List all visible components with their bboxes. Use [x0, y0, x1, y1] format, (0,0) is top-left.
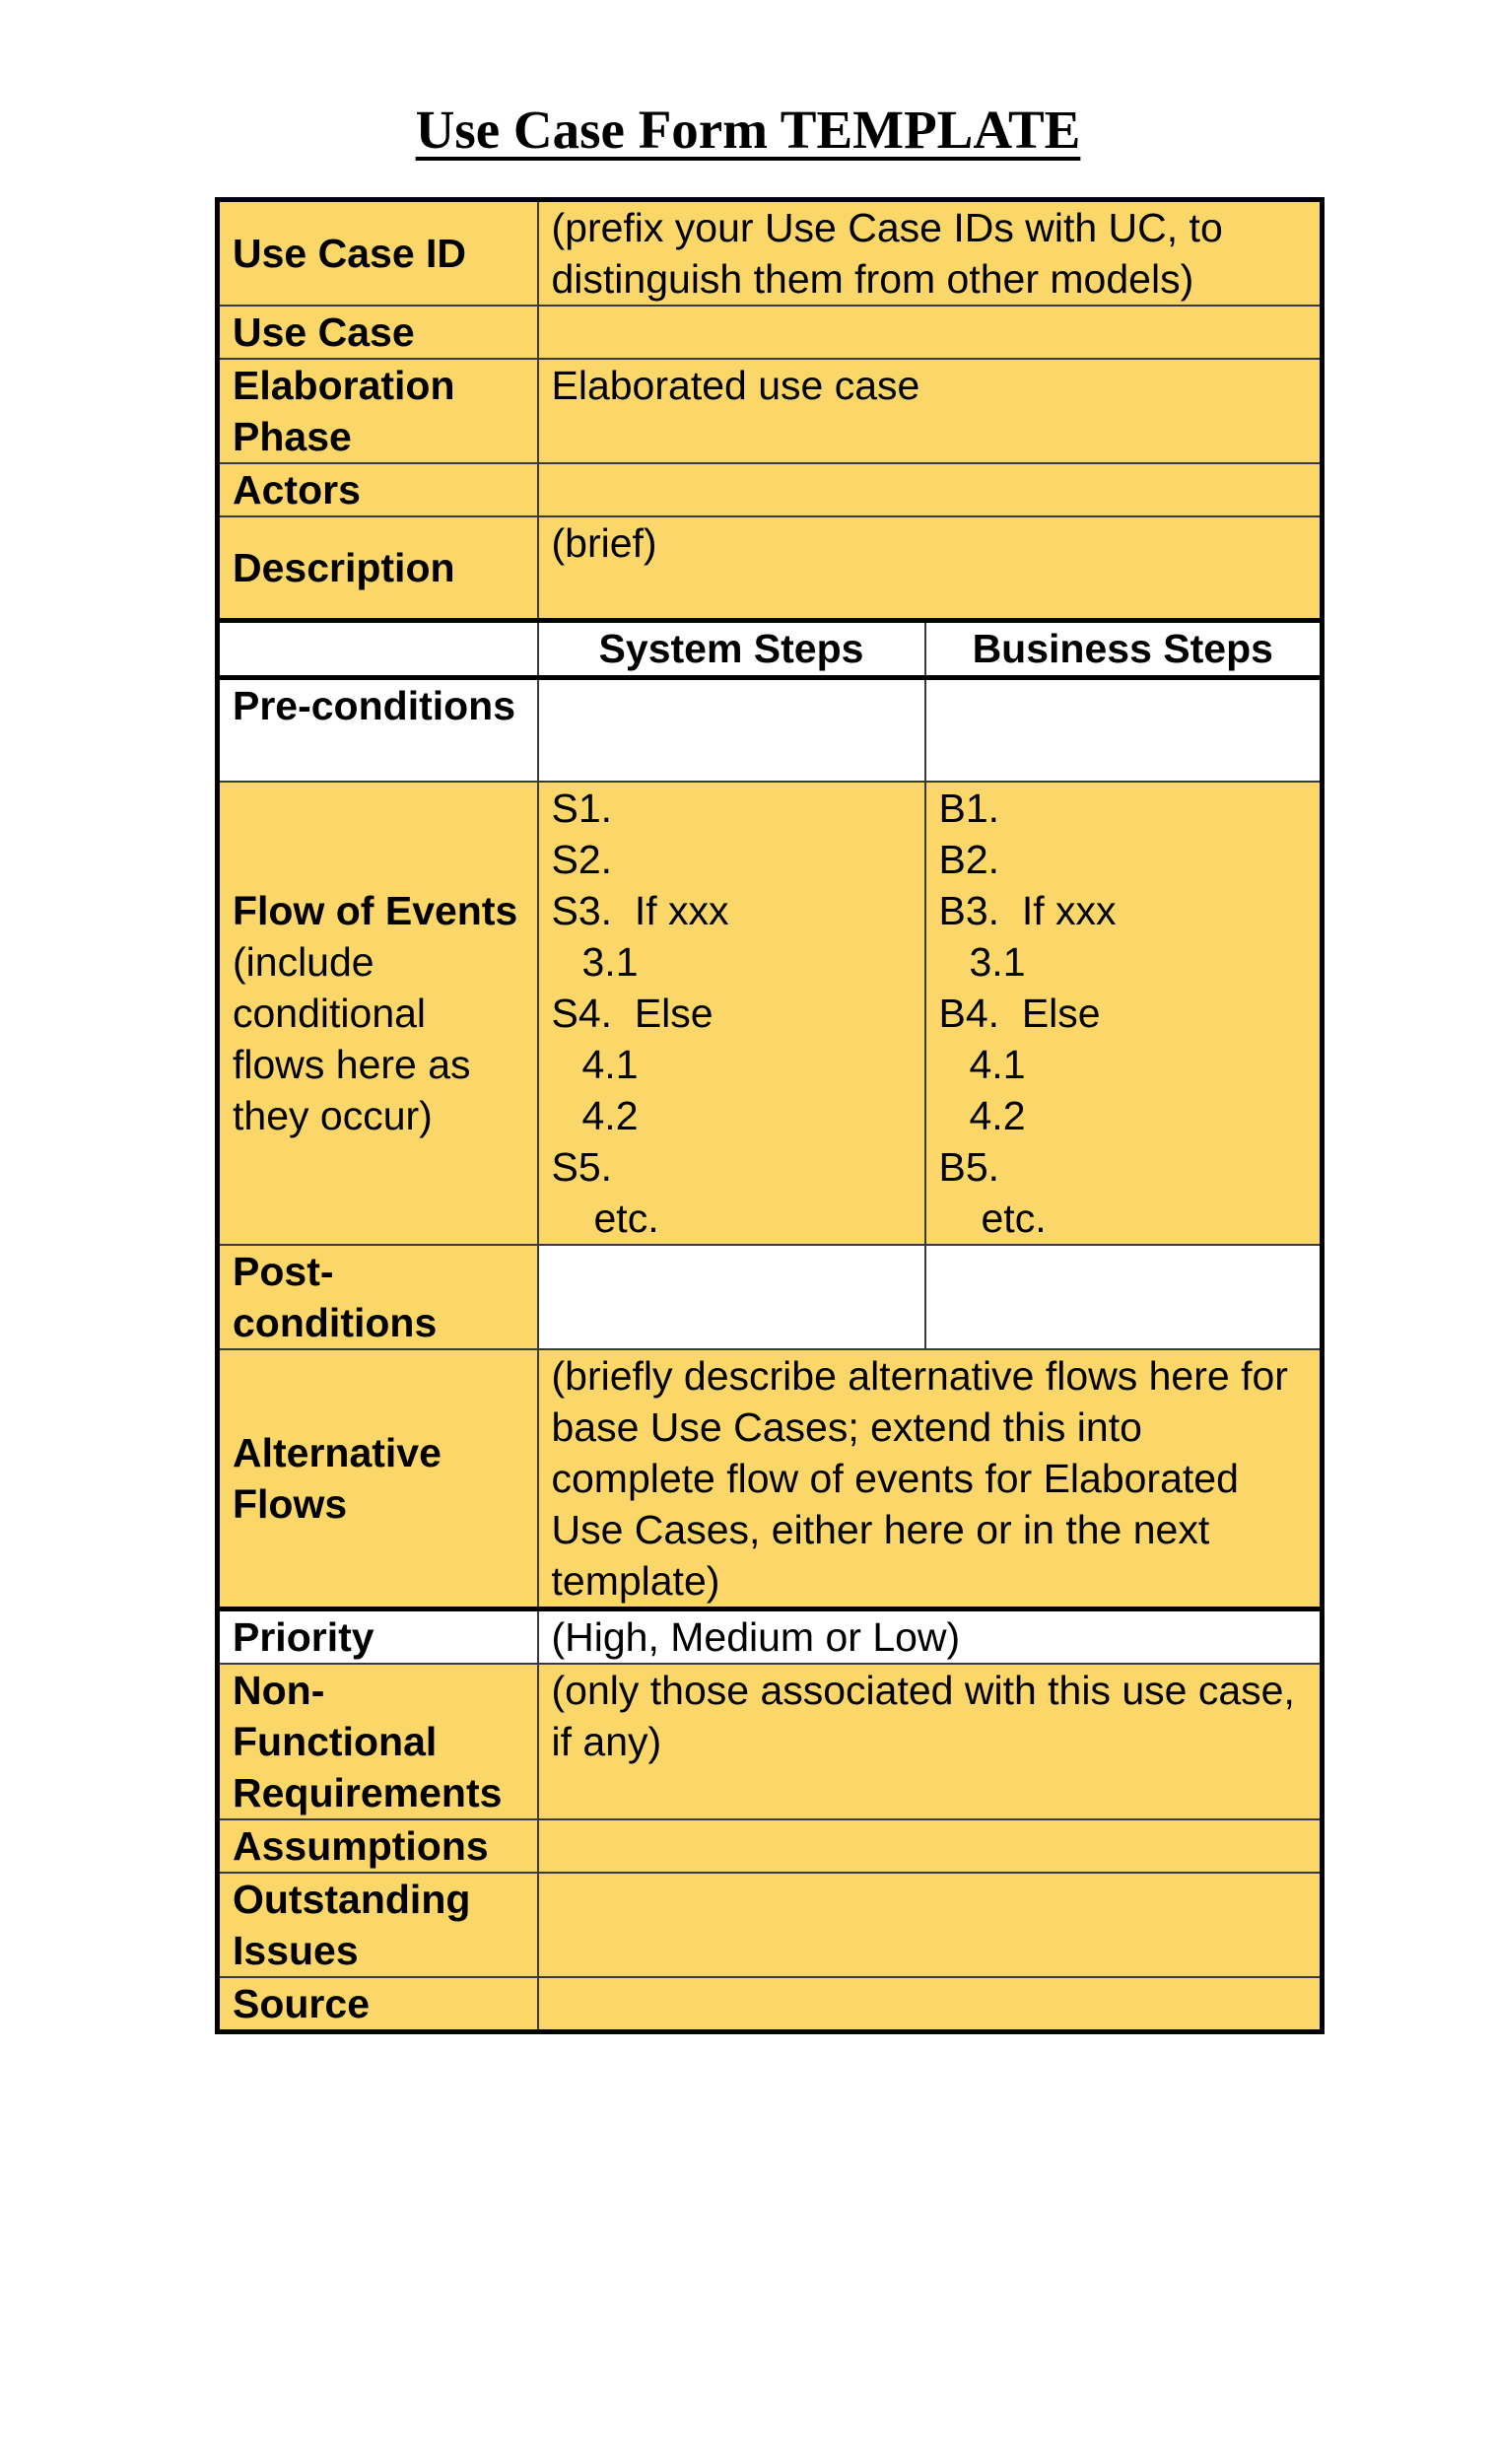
- flow-of-events-note: (include conditional flows here as they occur): [233, 939, 471, 1138]
- actors-label: Actors: [218, 463, 538, 516]
- system-step: S4. Else: [551, 991, 714, 1036]
- row-use-case: [218, 306, 1323, 359]
- assumptions-value[interactable]: [538, 1819, 1323, 1873]
- row-priority: [218, 1609, 1323, 1665]
- elaboration-phase-value[interactable]: Elaborated use case: [538, 359, 1323, 463]
- row-use-case-id: [218, 200, 1323, 307]
- outstanding-issues-value[interactable]: [538, 1873, 1323, 1977]
- business-step: B2.: [938, 837, 1000, 882]
- system-steps-header: System Steps: [538, 620, 925, 677]
- system-step: 4.1: [581, 1042, 639, 1087]
- row-description: [218, 516, 1323, 620]
- outstanding-issues-label: Outstanding Issues: [218, 1873, 538, 1977]
- steps-header-row: [218, 620, 1323, 677]
- priority-label: Priority: [218, 1609, 538, 1665]
- business-steps-header: Business Steps: [925, 620, 1323, 677]
- postconditions-label: Post-conditions: [218, 1245, 538, 1349]
- flow-of-events-label-cell: [218, 782, 538, 1245]
- postconditions-system-cell[interactable]: [538, 1245, 925, 1349]
- system-step: S1.: [551, 786, 613, 831]
- row-preconditions: [218, 677, 1323, 782]
- system-step: 3.1: [581, 939, 639, 985]
- use-case-form: [215, 197, 1325, 2034]
- actors-value[interactable]: [538, 463, 1323, 516]
- row-assumptions: [218, 1819, 1323, 1873]
- preconditions-business-cell[interactable]: [925, 677, 1323, 782]
- business-steps-cell[interactable]: [925, 782, 1323, 1245]
- priority-value[interactable]: (High, Medium or Low): [538, 1609, 1323, 1665]
- preconditions-system-cell[interactable]: [538, 677, 925, 782]
- row-source: [218, 1977, 1323, 2032]
- row-non-functional: [218, 1664, 1323, 1819]
- business-step: 3.1: [969, 939, 1026, 985]
- assumptions-label: Assumptions: [218, 1819, 538, 1873]
- use-case-id-label: Use Case ID: [218, 200, 538, 307]
- business-step: B5.: [938, 1144, 1000, 1190]
- system-step: S2.: [551, 837, 613, 882]
- description-label: Description: [218, 516, 538, 620]
- row-elaboration-phase: [218, 359, 1323, 463]
- non-functional-value[interactable]: (only those associated with this use case, if any): [538, 1664, 1323, 1819]
- description-value[interactable]: (brief): [538, 516, 1323, 620]
- steps-header-blank: [218, 620, 538, 677]
- system-step: 4.2: [581, 1093, 639, 1138]
- alternative-flows-value[interactable]: (briefly describe alternative flows here for base Use Cases; extend this into complete flow of events for Elaborated Use Cases, either here or in the next template): [538, 1349, 1323, 1609]
- row-outstanding-issues: [218, 1873, 1323, 1977]
- row-alternative-flows: [218, 1349, 1323, 1609]
- row-postconditions: [218, 1245, 1323, 1349]
- business-step: etc.: [981, 1196, 1047, 1241]
- business-step: 4.1: [969, 1042, 1026, 1087]
- business-step: B1.: [938, 786, 1000, 831]
- system-steps-cell[interactable]: [538, 782, 925, 1245]
- use-case-id-value[interactable]: (prefix your Use Case IDs with UC, to distinguish them from other models): [538, 200, 1323, 307]
- row-flow-of-events: [218, 782, 1323, 1245]
- business-step: B3. If xxx: [938, 888, 1117, 933]
- non-functional-label: Non-Functional Requirements: [218, 1664, 538, 1819]
- postconditions-business-cell[interactable]: [925, 1245, 1323, 1349]
- business-step: B4. Else: [938, 991, 1101, 1036]
- alternative-flows-label: Alternative Flows: [218, 1349, 538, 1609]
- elaboration-phase-label: Elaboration Phase: [218, 359, 538, 463]
- source-value[interactable]: [538, 1977, 1323, 2032]
- business-step: 4.2: [969, 1093, 1026, 1138]
- use-case-label: Use Case: [218, 306, 538, 359]
- page-title: Use Case Form TEMPLATE: [415, 100, 1081, 160]
- flow-of-events-label: Flow of Events: [233, 888, 518, 933]
- use-case-value[interactable]: [538, 306, 1323, 359]
- system-step: etc.: [593, 1196, 659, 1241]
- system-step: S3. If xxx: [551, 888, 729, 933]
- row-actors: [218, 463, 1323, 516]
- preconditions-label: Pre-conditions: [218, 677, 538, 782]
- system-step: S5.: [551, 1144, 613, 1190]
- source-label: Source: [218, 1977, 538, 2032]
